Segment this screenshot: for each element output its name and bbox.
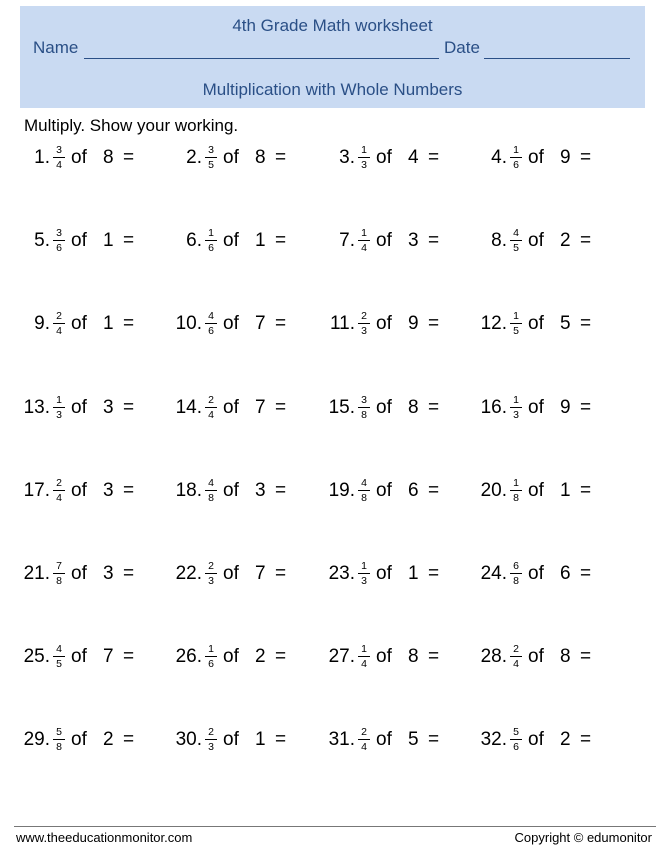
fraction-numerator: 2 <box>208 394 214 406</box>
equals-sign: = <box>580 230 592 251</box>
problem-number: 10. <box>175 313 202 334</box>
of-word: of <box>223 230 239 251</box>
of-word: of <box>376 313 392 334</box>
problem-item <box>160 143 310 173</box>
fraction <box>53 145 65 171</box>
fraction-denominator: 4 <box>56 492 62 504</box>
fraction <box>510 644 522 670</box>
name-label: Name <box>33 38 79 57</box>
problem-number: 29. <box>23 729 50 750</box>
problem-number: 16. <box>480 397 507 418</box>
fraction-denominator: 6 <box>208 658 214 670</box>
problem-number: 32. <box>480 729 507 750</box>
problem-number: 15. <box>328 397 355 418</box>
problem-number: 3. <box>339 147 355 168</box>
problem-item <box>465 725 615 755</box>
fraction-numerator: 4 <box>208 477 214 489</box>
worksheet-subtitle: Multiplication with Whole Numbers <box>202 80 463 99</box>
equals-sign: = <box>428 480 440 501</box>
fraction-numerator: 1 <box>361 643 367 655</box>
fraction <box>358 727 370 753</box>
of-word: of <box>528 729 544 750</box>
problem-item <box>8 559 158 589</box>
problem-item <box>465 476 615 506</box>
fraction-numerator: 3 <box>208 144 214 156</box>
fraction-numerator: 5 <box>56 726 62 738</box>
equals-sign: = <box>123 397 135 418</box>
fraction-denominator: 3 <box>361 159 367 171</box>
equals-sign: = <box>123 563 135 584</box>
fraction <box>510 395 522 421</box>
fraction-numerator: 1 <box>208 227 214 239</box>
fraction-denominator: 4 <box>361 741 367 753</box>
problem-item <box>160 559 310 589</box>
whole-number: 1 <box>408 563 419 584</box>
fraction <box>358 644 370 670</box>
of-word: of <box>71 230 87 251</box>
fraction-numerator: 3 <box>361 394 367 406</box>
fraction-numerator: 4 <box>56 643 62 655</box>
equals-sign: = <box>580 729 592 750</box>
of-word: of <box>71 397 87 418</box>
fraction <box>205 311 217 337</box>
fraction-numerator: 5 <box>513 726 519 738</box>
fraction-numerator: 1 <box>56 394 62 406</box>
equals-sign: = <box>275 313 287 334</box>
problem-item <box>8 143 158 173</box>
equals-sign: = <box>428 147 440 168</box>
fraction-denominator: 8 <box>208 492 214 504</box>
equals-sign: = <box>428 646 440 667</box>
problem-number: 25. <box>23 646 50 667</box>
whole-number: 9 <box>560 147 571 168</box>
date-blank-line[interactable] <box>484 58 630 59</box>
problem-item <box>313 309 463 339</box>
whole-number: 2 <box>255 646 266 667</box>
equals-sign: = <box>123 313 135 334</box>
fraction-denominator: 3 <box>56 409 62 421</box>
problem-item <box>313 559 463 589</box>
of-word: of <box>223 147 239 168</box>
fraction-numerator: 6 <box>513 560 519 572</box>
footer-divider <box>14 826 656 827</box>
fraction-numerator: 1 <box>361 227 367 239</box>
problem-number: 11. <box>329 313 355 334</box>
fraction-denominator: 8 <box>361 409 367 421</box>
of-word: of <box>376 397 392 418</box>
whole-number: 3 <box>408 230 419 251</box>
whole-number: 7 <box>255 397 266 418</box>
of-word: of <box>223 729 239 750</box>
whole-number: 2 <box>560 729 571 750</box>
of-word: of <box>71 480 87 501</box>
problem-item <box>160 642 310 672</box>
fraction-bar <box>53 240 65 241</box>
fraction-denominator: 8 <box>361 492 367 504</box>
of-word: of <box>528 397 544 418</box>
fraction <box>358 228 370 254</box>
whole-number: 5 <box>560 313 571 334</box>
equals-sign: = <box>428 729 440 750</box>
problem-number: 5. <box>34 230 50 251</box>
problem-number: 22. <box>175 563 202 584</box>
fraction-numerator: 3 <box>56 144 62 156</box>
fraction <box>510 727 522 753</box>
fraction-bar <box>510 573 522 574</box>
fraction-bar <box>510 656 522 657</box>
equals-sign: = <box>123 480 135 501</box>
fraction-denominator: 3 <box>513 409 519 421</box>
fraction-denominator: 4 <box>56 325 62 337</box>
problem-item <box>160 476 310 506</box>
of-word: of <box>223 480 239 501</box>
problem-item <box>8 642 158 672</box>
of-word: of <box>376 563 392 584</box>
equals-sign: = <box>580 147 592 168</box>
fraction-bar <box>510 490 522 491</box>
fraction-numerator: 4 <box>361 477 367 489</box>
fraction <box>510 311 522 337</box>
whole-number: 7 <box>103 646 114 667</box>
problem-item <box>160 725 310 755</box>
fraction-bar <box>358 407 370 408</box>
worksheet-header <box>20 6 645 108</box>
fraction-numerator: 2 <box>208 726 214 738</box>
name-blank-line[interactable] <box>84 58 439 59</box>
fraction-denominator: 8 <box>513 492 519 504</box>
problem-number: 14. <box>175 397 202 418</box>
fraction-numerator: 2 <box>56 310 62 322</box>
of-word: of <box>223 646 239 667</box>
fraction <box>205 478 217 504</box>
fraction <box>205 395 217 421</box>
fraction-denominator: 8 <box>56 575 62 587</box>
problem-item <box>313 226 463 256</box>
problem-number: 7. <box>339 230 355 251</box>
equals-sign: = <box>275 147 287 168</box>
fraction-numerator: 3 <box>56 227 62 239</box>
fraction-bar <box>53 739 65 740</box>
whole-number: 6 <box>408 480 419 501</box>
fraction-denominator: 4 <box>361 658 367 670</box>
of-word: of <box>376 480 392 501</box>
fraction-denominator: 6 <box>513 159 519 171</box>
whole-number: 8 <box>255 147 266 168</box>
of-word: of <box>71 646 87 667</box>
fraction-numerator: 4 <box>513 227 519 239</box>
fraction-denominator: 4 <box>513 658 519 670</box>
fraction-bar <box>53 573 65 574</box>
fraction <box>53 478 65 504</box>
equals-sign: = <box>580 563 592 584</box>
of-word: of <box>71 313 87 334</box>
fraction <box>358 311 370 337</box>
of-word: of <box>71 563 87 584</box>
fraction-bar <box>205 739 217 740</box>
whole-number: 4 <box>408 147 419 168</box>
of-word: of <box>71 147 87 168</box>
problem-item <box>465 309 615 339</box>
problem-number: 1. <box>34 147 50 168</box>
equals-sign: = <box>275 480 287 501</box>
problem-number: 4. <box>491 147 507 168</box>
of-word: of <box>376 230 392 251</box>
fraction-denominator: 3 <box>208 575 214 587</box>
fraction <box>53 561 65 587</box>
fraction-bar <box>358 739 370 740</box>
fraction-numerator: 1 <box>513 310 519 322</box>
problem-number: 24. <box>480 563 507 584</box>
whole-number: 5 <box>408 729 419 750</box>
whole-number: 3 <box>255 480 266 501</box>
fraction-denominator: 4 <box>208 409 214 421</box>
whole-number: 9 <box>560 397 571 418</box>
equals-sign: = <box>275 646 287 667</box>
fraction-numerator: 1 <box>513 144 519 156</box>
of-word: of <box>528 480 544 501</box>
fraction <box>358 395 370 421</box>
whole-number: 2 <box>103 729 114 750</box>
fraction <box>205 727 217 753</box>
fraction-denominator: 4 <box>56 159 62 171</box>
of-word: of <box>376 147 392 168</box>
fraction-bar <box>510 157 522 158</box>
fraction-numerator: 1 <box>208 643 214 655</box>
of-word: of <box>223 563 239 584</box>
fraction-denominator: 5 <box>208 159 214 171</box>
of-word: of <box>528 563 544 584</box>
fraction-numerator: 7 <box>56 560 62 572</box>
fraction-bar <box>205 573 217 574</box>
problem-item <box>8 476 158 506</box>
fraction-bar <box>510 240 522 241</box>
fraction-bar <box>358 656 370 657</box>
whole-number: 1 <box>560 480 571 501</box>
fraction <box>205 561 217 587</box>
problem-number: 12. <box>480 313 507 334</box>
equals-sign: = <box>580 480 592 501</box>
equals-sign: = <box>428 313 440 334</box>
whole-number: 8 <box>103 147 114 168</box>
fraction <box>205 644 217 670</box>
fraction <box>205 145 217 171</box>
fraction-numerator: 1 <box>513 477 519 489</box>
fraction-bar <box>205 490 217 491</box>
fraction <box>53 311 65 337</box>
fraction-bar <box>205 240 217 241</box>
fraction-bar <box>205 407 217 408</box>
whole-number: 3 <box>103 397 114 418</box>
whole-number: 1 <box>255 729 266 750</box>
fraction-numerator: 2 <box>361 310 367 322</box>
fraction-numerator: 1 <box>361 560 367 572</box>
whole-number: 7 <box>255 563 266 584</box>
problem-item <box>465 226 615 256</box>
problem-item <box>465 559 615 589</box>
problem-number: 6. <box>186 230 202 251</box>
fraction-numerator: 4 <box>208 310 214 322</box>
equals-sign: = <box>123 147 135 168</box>
problem-number: 31. <box>328 729 355 750</box>
fraction <box>358 145 370 171</box>
problem-item <box>8 725 158 755</box>
problem-number: 30. <box>175 729 202 750</box>
of-word: of <box>376 729 392 750</box>
equals-sign: = <box>428 397 440 418</box>
fraction <box>510 145 522 171</box>
problem-item <box>160 309 310 339</box>
fraction-numerator: 1 <box>361 144 367 156</box>
instructions: Multiply. Show your working. <box>24 116 239 135</box>
problem-number: 23. <box>328 563 355 584</box>
equals-sign: = <box>123 230 135 251</box>
whole-number: 8 <box>560 646 571 667</box>
fraction-bar <box>53 157 65 158</box>
of-word: of <box>528 230 544 251</box>
fraction-bar <box>358 573 370 574</box>
equals-sign: = <box>275 230 287 251</box>
fraction-numerator: 1 <box>513 394 519 406</box>
fraction <box>53 228 65 254</box>
problem-item <box>8 226 158 256</box>
fraction <box>510 561 522 587</box>
equals-sign: = <box>275 563 287 584</box>
whole-number: 3 <box>103 480 114 501</box>
fraction-bar <box>510 323 522 324</box>
equals-sign: = <box>275 397 287 418</box>
fraction-bar <box>205 656 217 657</box>
whole-number: 8 <box>408 397 419 418</box>
fraction-numerator: 2 <box>56 477 62 489</box>
fraction-bar <box>53 323 65 324</box>
fraction <box>53 395 65 421</box>
problem-item <box>465 143 615 173</box>
problem-number: 8. <box>491 230 507 251</box>
fraction-bar <box>358 490 370 491</box>
whole-number: 9 <box>408 313 419 334</box>
fraction <box>510 478 522 504</box>
problem-number: 21. <box>23 563 50 584</box>
fraction <box>53 644 65 670</box>
fraction <box>510 228 522 254</box>
fraction-numerator: 2 <box>361 726 367 738</box>
whole-number: 6 <box>560 563 571 584</box>
fraction-denominator: 3 <box>361 325 367 337</box>
equals-sign: = <box>123 646 135 667</box>
problem-item <box>313 725 463 755</box>
equals-sign: = <box>275 729 287 750</box>
fraction-denominator: 5 <box>513 242 519 254</box>
problem-item <box>313 143 463 173</box>
fraction-bar <box>205 157 217 158</box>
fraction-denominator: 6 <box>513 741 519 753</box>
problem-item <box>465 393 615 423</box>
problem-item <box>8 393 158 423</box>
of-word: of <box>528 313 544 334</box>
fraction <box>53 727 65 753</box>
whole-number: 1 <box>103 313 114 334</box>
fraction-denominator: 5 <box>513 325 519 337</box>
fraction-bar <box>358 157 370 158</box>
equals-sign: = <box>580 646 592 667</box>
fraction <box>205 228 217 254</box>
problem-item <box>313 476 463 506</box>
date-label: Date <box>444 38 480 57</box>
fraction-numerator: 2 <box>208 560 214 572</box>
fraction-denominator: 5 <box>56 658 62 670</box>
problem-number: 19. <box>328 480 355 501</box>
footer-website: www.theeducationmonitor.com <box>16 830 193 845</box>
fraction-denominator: 8 <box>513 575 519 587</box>
fraction-denominator: 4 <box>361 242 367 254</box>
fraction-denominator: 6 <box>56 242 62 254</box>
equals-sign: = <box>428 230 440 251</box>
problem-number: 27. <box>328 646 355 667</box>
problem-item <box>465 642 615 672</box>
fraction-bar <box>205 323 217 324</box>
fraction-denominator: 6 <box>208 242 214 254</box>
fraction-denominator: 3 <box>361 575 367 587</box>
fraction-bar <box>53 490 65 491</box>
fraction-bar <box>358 323 370 324</box>
whole-number: 3 <box>103 563 114 584</box>
problem-item <box>8 309 158 339</box>
whole-number: 1 <box>103 230 114 251</box>
of-word: of <box>376 646 392 667</box>
problem-number: 18. <box>175 480 202 501</box>
equals-sign: = <box>123 729 135 750</box>
fraction-bar <box>510 407 522 408</box>
of-word: of <box>71 729 87 750</box>
fraction <box>358 478 370 504</box>
equals-sign: = <box>428 563 440 584</box>
problem-number: 2. <box>186 147 202 168</box>
problem-number: 20. <box>480 480 507 501</box>
of-word: of <box>528 646 544 667</box>
footer-copyright: Copyright © edumonitor <box>514 830 652 845</box>
problem-item <box>313 642 463 672</box>
of-word: of <box>223 397 239 418</box>
fraction-denominator: 3 <box>208 741 214 753</box>
problem-number: 17. <box>23 480 50 501</box>
whole-number: 8 <box>408 646 419 667</box>
fraction <box>358 561 370 587</box>
equals-sign: = <box>580 397 592 418</box>
fraction-bar <box>358 240 370 241</box>
problem-item <box>313 393 463 423</box>
fraction-bar <box>53 656 65 657</box>
problem-number: 26. <box>175 646 202 667</box>
fraction-numerator: 2 <box>513 643 519 655</box>
whole-number: 1 <box>255 230 266 251</box>
worksheet-title: 4th Grade Math worksheet <box>232 16 433 35</box>
problem-number: 9. <box>34 313 50 334</box>
equals-sign: = <box>580 313 592 334</box>
problem-number: 13. <box>23 397 50 418</box>
problem-number: 28. <box>480 646 507 667</box>
problem-item <box>160 393 310 423</box>
fraction-denominator: 8 <box>56 741 62 753</box>
of-word: of <box>528 147 544 168</box>
fraction-denominator: 6 <box>208 325 214 337</box>
whole-number: 7 <box>255 313 266 334</box>
problem-item <box>160 226 310 256</box>
whole-number: 2 <box>560 230 571 251</box>
fraction-bar <box>510 739 522 740</box>
of-word: of <box>223 313 239 334</box>
fraction-bar <box>53 407 65 408</box>
